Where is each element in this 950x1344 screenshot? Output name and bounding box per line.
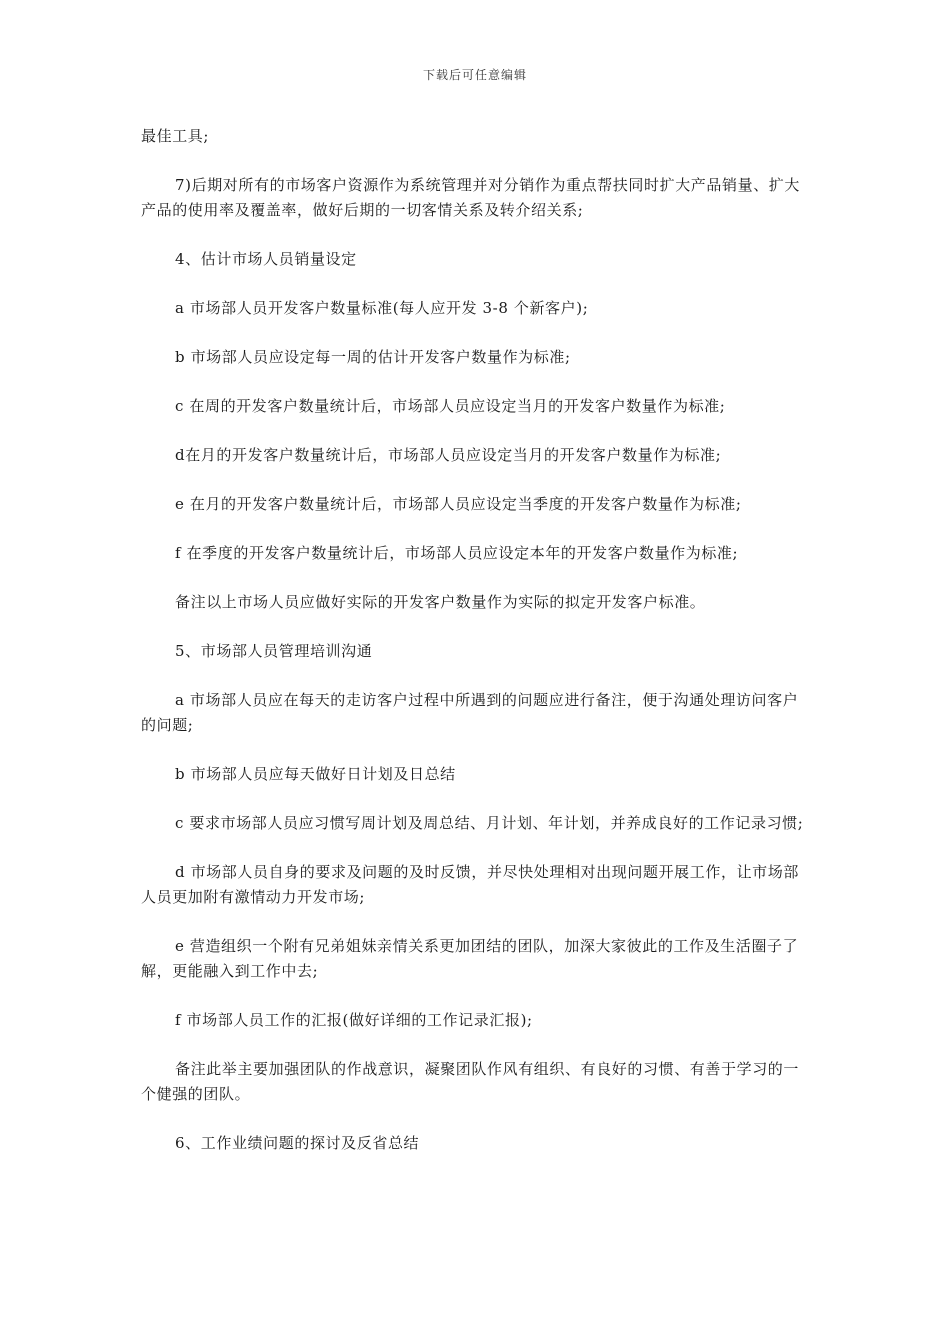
list-item: d 市场部人员自身的要求及问题的及时反馈，并尽快处理相对出现问题开展工作，让市场部人员更加附有激情动力开发市场; — [141, 863, 799, 906]
list-item: d在月的开发客户数量统计后，市场部人员应设定当月的开发客户数量作为标准; — [175, 446, 722, 464]
list-item: c 要求市场部人员应习惯写周计划及周总结、月计划、年计划，并养成良好的工作记录习惯; — [175, 814, 804, 832]
paragraph: 最佳工具; — [141, 127, 210, 145]
list-item: b 市场部人员应每天做好日计划及日总结 — [175, 765, 456, 783]
section-heading: 6、工作业绩问题的探讨及反省总结 — [175, 1134, 420, 1152]
list-item: f 市场部人员工作的汇报(做好详细的工作记录汇报); — [175, 1011, 533, 1029]
remark-paragraph: 备注此举主要加强团队的作战意识，凝聚团队作风有组织、有良好的习惯、有善于学习的一个健强的团队。 — [141, 1060, 800, 1103]
page-header-note: 下载后可任意编辑 — [422, 68, 527, 82]
list-item: c 在周的开发客户数量统计后，市场部人员应设定当月的开发客户数量作为标准; — [175, 397, 726, 415]
list-item: e 营造组织一个附有兄弟姐妹亲情关系更加团结的团队，加深大家彼此的工作及生活圈子了解，更能融入到工作中去; — [141, 937, 799, 980]
section-heading: 4、估计市场人员销量设定 — [175, 250, 357, 268]
document-body — [141, 124, 813, 1180]
remark-paragraph: 备注以上市场人员应做好实际的开发客户数量作为实际的拟定开发客户标准。 — [175, 593, 706, 611]
list-item: a 市场部人员开发客户数量标准(每人应开发 3-8 个新客户); — [175, 299, 589, 317]
list-item: e 在月的开发客户数量统计后，市场部人员应设定当季度的开发客户数量作为标准; — [175, 495, 742, 513]
paragraph: 7)后期对所有的市场客户资源作为系统管理并对分销作为重点帮扶同时扩大产品销量、扩大产品的使用率及覆盖率，做好后期的一切客情关系及转介绍关系; — [141, 176, 800, 219]
list-item: f 在季度的开发客户数量统计后，市场部人员应设定本年的开发客户数量作为标准; — [175, 544, 739, 562]
list-item: a 市场部人员应在每天的走访客户过程中所遇到的问题应进行备注，便于沟通处理访问客户的问题; — [141, 691, 799, 734]
list-item: b 市场部人员应设定每一周的估计开发客户数量作为标准; — [175, 348, 571, 366]
section-heading: 5、市场部人员管理培训沟通 — [175, 642, 373, 660]
